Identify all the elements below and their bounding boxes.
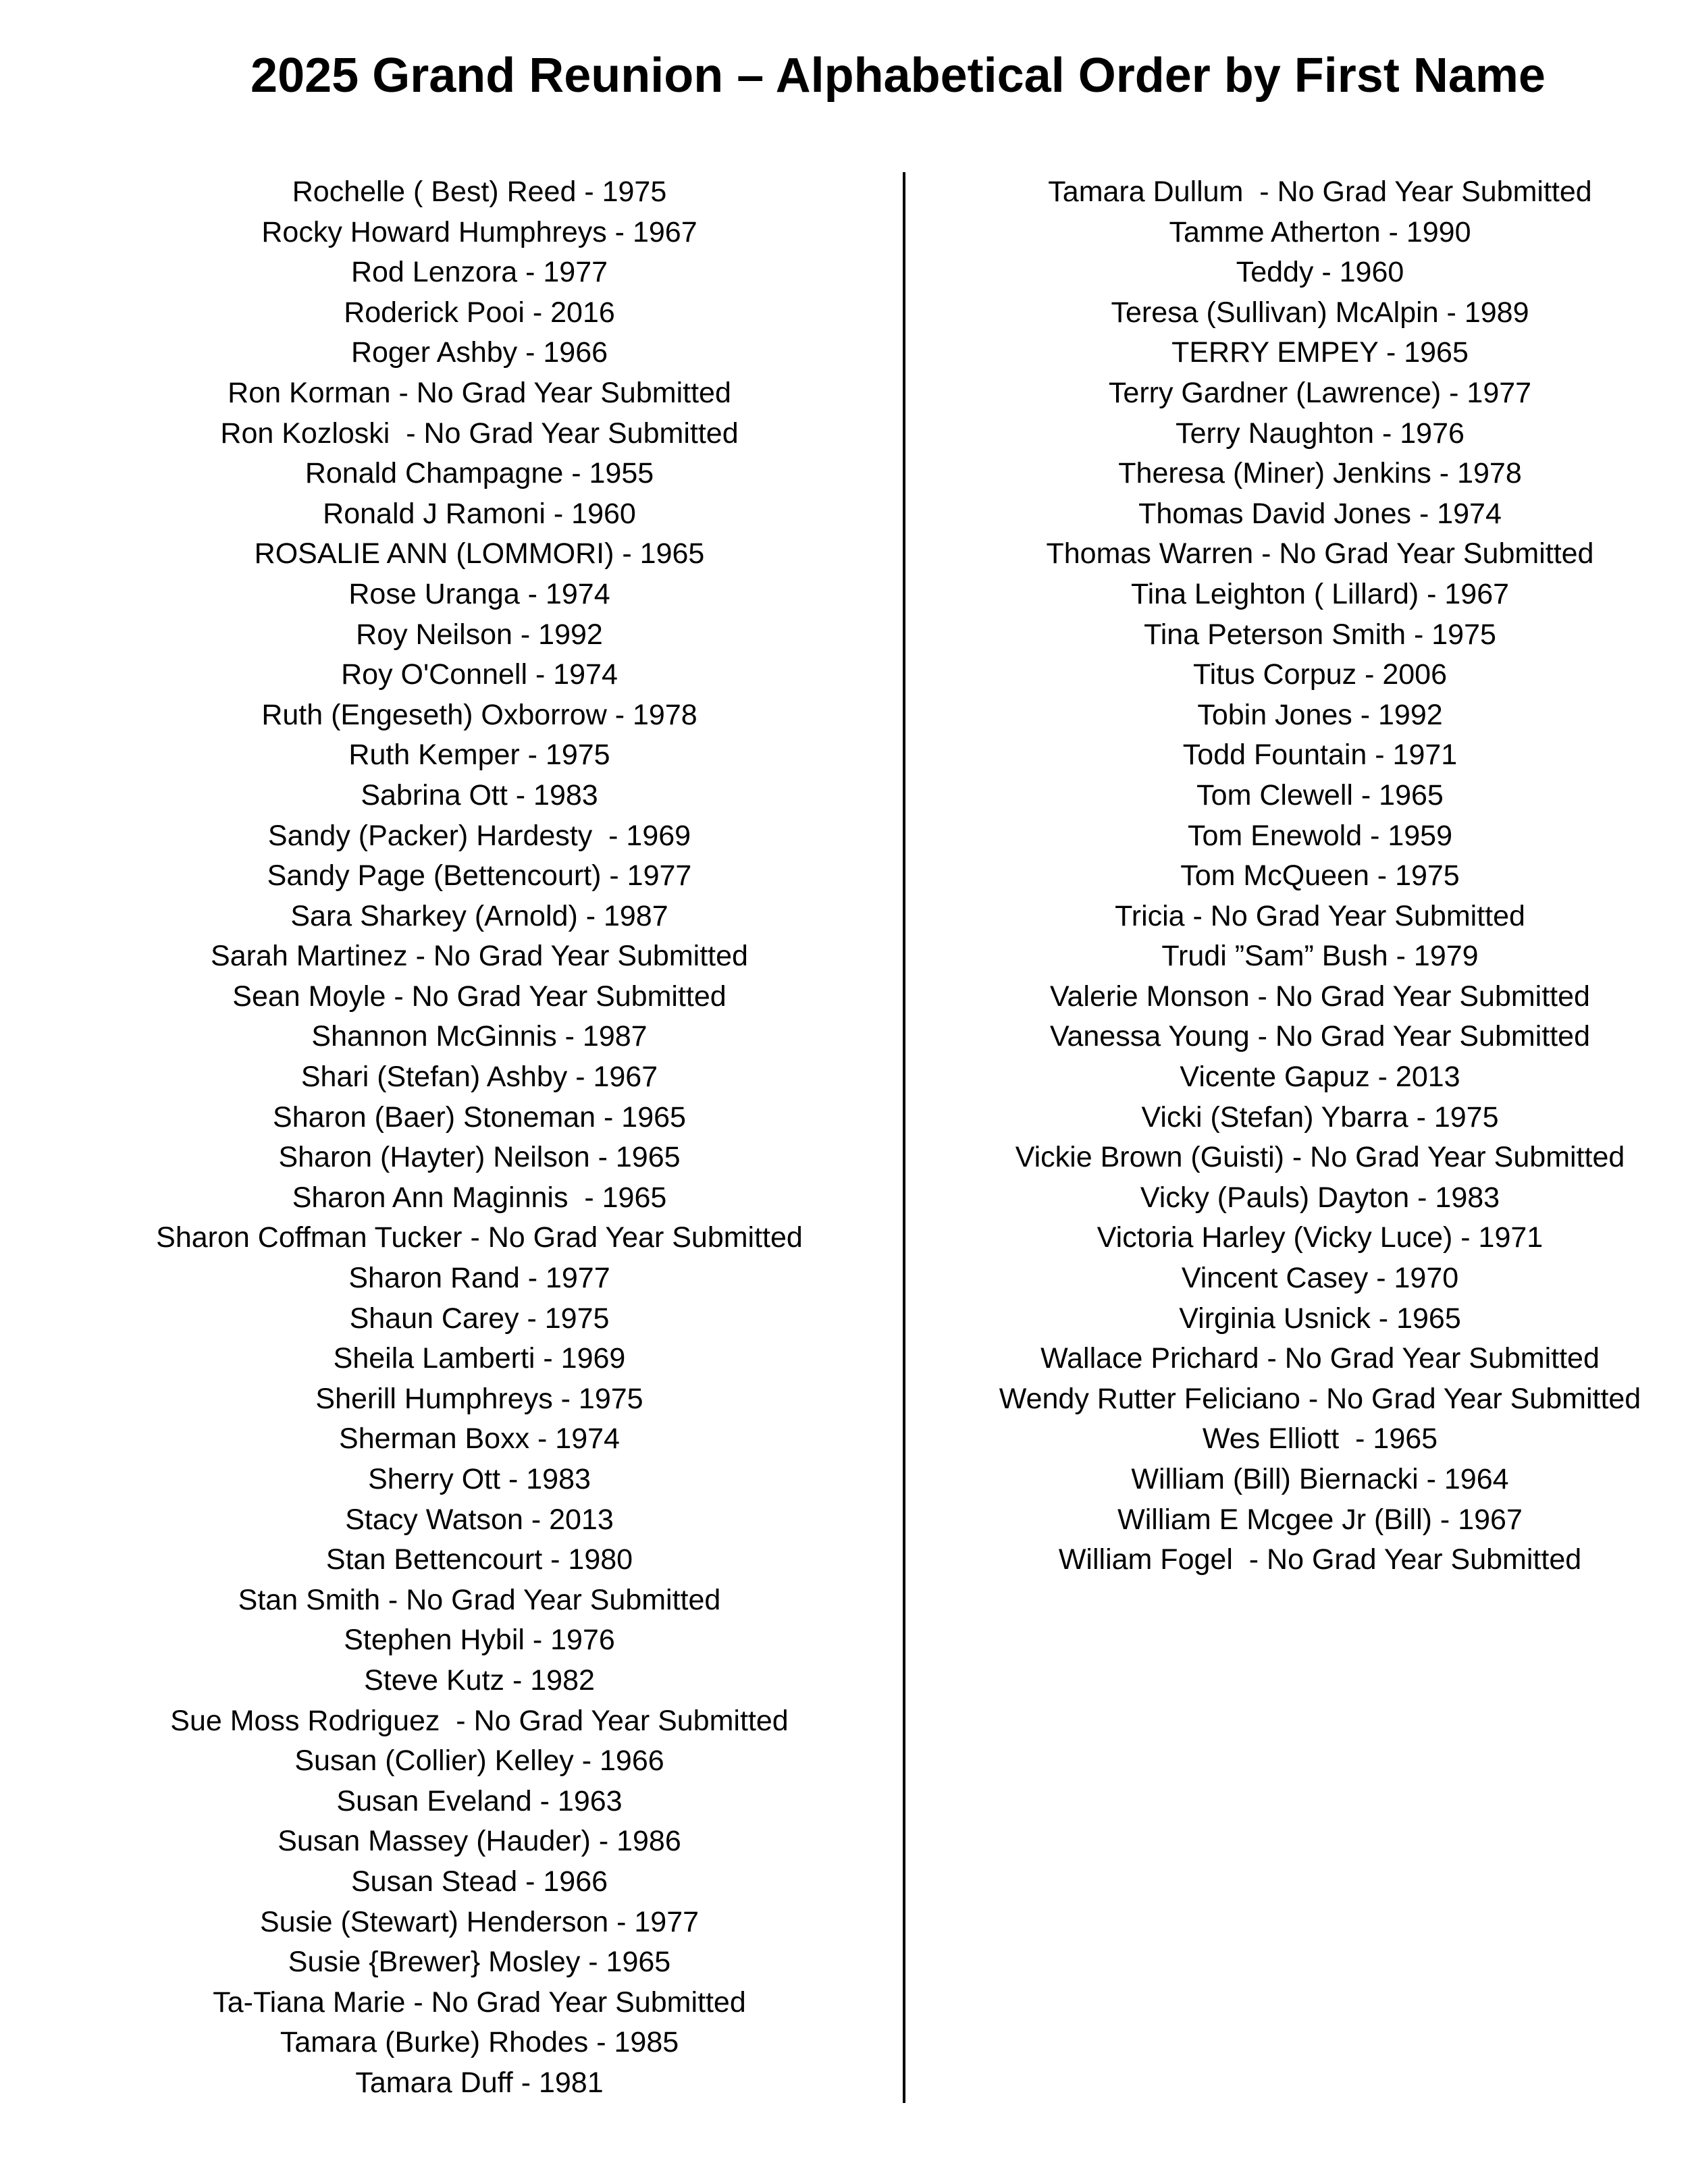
list-item: Susan Stead - 1966 <box>350 1865 608 1898</box>
list-item: Sharon Coffman Tucker - No Grad Year Submitted <box>156 1221 803 1254</box>
list-item: Terry Naughton - 1976 <box>1176 417 1465 450</box>
list-item: Shaun Carey - 1975 <box>349 1302 610 1335</box>
list-item: Tamara (Burke) Rhodes - 1985 <box>280 2026 679 2059</box>
list-item: William Fogel - No Grad Year Submitted <box>1058 1543 1582 1576</box>
list-item: Rochelle ( Best) Reed - 1975 <box>292 176 667 208</box>
list-item: William E Mcgee Jr (Bill) - 1967 <box>1117 1503 1523 1536</box>
list-item: Vanessa Young - No Grad Year Submitted <box>1049 1020 1591 1053</box>
list-item: Ruth Kemper - 1975 <box>348 739 610 772</box>
list-item: Sherman Boxx - 1974 <box>339 1422 620 1456</box>
list-item: Tom McQueen - 1975 <box>1180 859 1460 893</box>
list-item: Rocky Howard Humphreys - 1967 <box>261 215 697 248</box>
list-item: Stan Bettencourt - 1980 <box>325 1543 633 1576</box>
list-item: Thomas Warren - No Grad Year Submitted <box>1046 537 1594 570</box>
list-item: Valerie Monson - No Grad Year Submitted <box>1050 980 1590 1013</box>
list-item: Tom Enewold - 1959 <box>1188 819 1452 852</box>
list-item: Wallace Prichard - No Grad Year Submitted <box>1040 1342 1600 1375</box>
list-item: Victoria Harley (Vicky Luce) - 1971 <box>1097 1221 1544 1254</box>
list-item: Terry Gardner (Lawrence) - 1977 <box>1108 376 1532 409</box>
list-item: Stephen Hybil - 1976 <box>344 1624 615 1657</box>
list-item: Steve Kutz - 1982 <box>364 1663 595 1697</box>
list-item: Sandy (Packer) Hardesty - 1969 <box>267 819 691 852</box>
list-item: Sabrina Ott - 1983 <box>361 778 598 811</box>
list-item: Ron Kozloski - No Grad Year Submitted <box>220 417 739 450</box>
list-item: Ron Korman - No Grad Year Submitted <box>228 376 731 409</box>
list-item: Shannon McGinnis - 1987 <box>311 1020 648 1053</box>
list-item: Vicki (Stefan) Ybarra - 1975 <box>1141 1100 1499 1134</box>
list-item: Trudi ”Sam” Bush - 1979 <box>1161 940 1479 973</box>
list-item: Rose Uranga - 1974 <box>348 577 610 610</box>
list-item: Vickie Brown (Guisti) - No Grad Year Submitted <box>1015 1141 1625 1174</box>
list-item: Sheila Lamberti - 1969 <box>333 1342 626 1375</box>
list-item: Tina Peterson Smith - 1975 <box>1144 618 1496 651</box>
list-item: Sharon Rand - 1977 <box>348 1262 610 1295</box>
list-item: Rod Lenzora - 1977 <box>350 256 608 289</box>
list-item: Sara Sharkey (Arnold) - 1987 <box>290 899 668 932</box>
page-title: 2025 Grand Reunion – Alphabetical Order by First Name <box>250 49 1546 103</box>
list-item: Sharon (Baer) Stoneman - 1965 <box>273 1100 686 1134</box>
list-item: Roy Neilson - 1992 <box>356 618 603 651</box>
list-item: Vincent Casey - 1970 <box>1181 1262 1459 1295</box>
list-item: William (Bill) Biernacki - 1964 <box>1131 1463 1509 1495</box>
list-item: Susan Eveland - 1963 <box>336 1784 623 1817</box>
list-item: Roy O'Connell - 1974 <box>341 658 618 691</box>
list-item: Sean Moyle - No Grad Year Submitted <box>232 980 727 1013</box>
list-item: Susie {Brewer} Mosley - 1965 <box>288 1946 671 1979</box>
list-item: Roger Ashby - 1966 <box>350 336 608 369</box>
list-item: ROSALIE ANN (LOMMORI) - 1965 <box>254 537 705 570</box>
list-item: Ronald Champagne - 1955 <box>305 457 654 490</box>
list-item: Roderick Pooi - 2016 <box>344 296 615 329</box>
list-item: Vicente Gapuz - 2013 <box>1180 1061 1460 1094</box>
list-item: Tamme Atherton - 1990 <box>1169 215 1471 248</box>
list-item: Susie (Stewart) Henderson - 1977 <box>259 1905 700 1938</box>
list-item: Stacy Watson - 2013 <box>345 1503 614 1536</box>
list-item: Sue Moss Rodriguez - No Grad Year Submitted <box>170 1704 789 1737</box>
column-divider <box>903 172 905 2103</box>
list-item: Susan Massey (Hauder) - 1986 <box>278 1825 681 1858</box>
list-item: Sharon (Hayter) Neilson - 1965 <box>278 1141 681 1174</box>
list-item: Tina Leighton ( Lillard) - 1967 <box>1130 577 1510 610</box>
list-item: Ruth (Engeseth) Oxborrow - 1978 <box>261 698 697 731</box>
list-item: Ronald J Ramoni - 1960 <box>323 497 636 530</box>
list-item: Vicky (Pauls) Dayton - 1983 <box>1140 1181 1500 1214</box>
list-item: Tom Clewell - 1965 <box>1196 778 1444 811</box>
list-item: Susan (Collier) Kelley - 1966 <box>294 1744 664 1778</box>
left-column-list <box>88 172 871 2104</box>
list-item: Sarah Martinez - No Grad Year Submitted <box>211 940 748 973</box>
list-item: Wes Elliott - 1965 <box>1202 1422 1438 1456</box>
list-item: Tamara Duff - 1981 <box>355 2066 604 2099</box>
list-item: Sharon Ann Maginnis - 1965 <box>292 1181 667 1214</box>
list-item: Sherill Humphreys - 1975 <box>315 1382 643 1415</box>
list-item: Tamara Dullum - No Grad Year Submitted <box>1048 176 1592 208</box>
list-item: Todd Fountain - 1971 <box>1182 739 1458 772</box>
list-item: Stan Smith - No Grad Year Submitted <box>238 1583 721 1616</box>
list-item: Thomas David Jones - 1974 <box>1138 497 1502 530</box>
list-item: Theresa (Miner) Jenkins - 1978 <box>1118 457 1522 490</box>
list-item: Wendy Rutter Feliciano - No Grad Year Submitted <box>999 1382 1641 1415</box>
list-item: Titus Corpuz - 2006 <box>1192 658 1448 691</box>
list-item: Sandy Page (Bettencourt) - 1977 <box>267 859 692 893</box>
list-item: Shari (Stefan) Ashby - 1967 <box>300 1061 658 1094</box>
list-item: Sherry Ott - 1983 <box>368 1463 591 1495</box>
list-item: Tobin Jones - 1992 <box>1197 698 1443 731</box>
list-item: Ta-Tiana Marie - No Grad Year Submitted <box>213 1986 746 2019</box>
list-item: Teresa (Sullivan) McAlpin - 1989 <box>1111 296 1529 329</box>
right-column-list <box>928 172 1688 1580</box>
list-item: Virginia Usnick - 1965 <box>1179 1302 1461 1335</box>
list-item: TERRY EMPEY - 1965 <box>1171 336 1469 369</box>
list-item: Tricia - No Grad Year Submitted <box>1115 899 1525 932</box>
list-item: Teddy - 1960 <box>1236 256 1404 289</box>
